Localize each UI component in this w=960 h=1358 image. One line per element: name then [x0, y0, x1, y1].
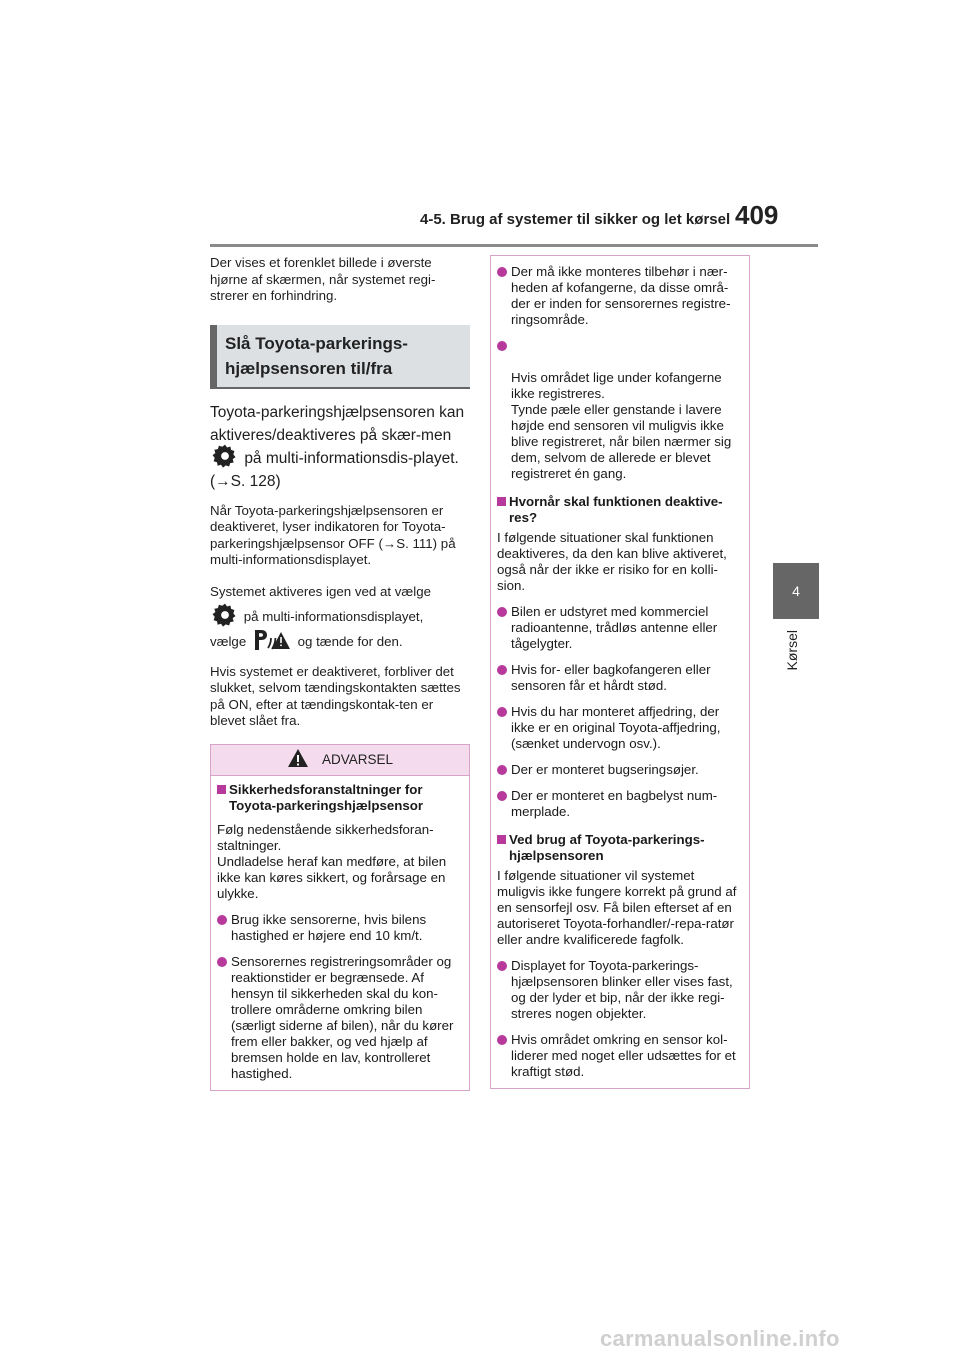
round-bullet-icon	[497, 765, 507, 775]
reactivate-text-d: og tænde for den.	[297, 633, 403, 649]
list-item-text: Sensorernes registreringsområder og reaktionstider er begrænsede. Af hensyn til sikkerheden skal du kon-trollere områderne omkring bilen (særligt siderne af bilen), når du kører frem eller bakker, og ved hjælp af bremsen holde en lav, kontrolleret hastighed.	[231, 953, 454, 1081]
list-item-text: Hvis du har monteret affjedring, der ikke er en original Toyota-affjedring, (sænket undervogn osv.).	[511, 704, 721, 751]
using-text: I følgende situationer vil systemet muligvis ikke fungere korrekt på grund af en sensorfejl osv. Få bilen efterset af en autoriseret Toyota-forhandler/-repa-ratør eller andre kvalificerede fagfolk.	[497, 868, 737, 947]
list-item-text: Der er monteret bugseringsøjer.	[511, 762, 699, 777]
left-column	[210, 255, 470, 1091]
round-bullet-icon	[497, 665, 507, 675]
header-rule	[210, 244, 818, 247]
intro-text: Der vises et forenklet billede i øverste hjørne af skærmen, når systemet regi-strerer en forhindring.	[210, 255, 436, 303]
watermark: carmanualsonline.info	[600, 1326, 840, 1351]
section-heading	[210, 325, 470, 389]
warning-subheading	[217, 782, 463, 814]
round-bullet-icon	[497, 791, 507, 801]
gear-icon	[212, 443, 238, 469]
list-item	[497, 604, 743, 652]
reactivate-text-b: på multi-informationsdisplayet,	[243, 608, 424, 624]
round-bullet-icon	[497, 607, 507, 617]
subheading-when-deactivate	[497, 494, 743, 526]
parking-sensor-icon	[252, 628, 292, 652]
list-item-text: Displayet for Toyota-parkerings-hjælpsensoren blinker eller vises fast, og der lyder et bip, når der ikke regi-streres nogen objekter.	[511, 958, 733, 1021]
list-item	[497, 662, 743, 694]
subheading-text: Ved brug af Toyota-parkerings-hjælpsensoren	[509, 832, 705, 863]
list-item	[497, 704, 743, 752]
round-bullet-icon	[497, 267, 507, 277]
round-bullet-icon	[217, 957, 227, 967]
reactivate-text-a: Systemet aktiveres igen ved at vælge	[210, 583, 431, 599]
warning-body	[211, 776, 469, 1090]
lead-paragraph	[210, 401, 470, 493]
list-item	[217, 912, 463, 944]
square-bullet-icon	[497, 835, 506, 844]
list-item	[497, 788, 743, 820]
list-item-text: Hvis området lige under kofangerne ikke registreres. Tynde pæle eller genstande i lavere højde end sensoren vil muligvis ikke blive registreret, når bilen nærmer sig dem, selvom de allerede er blevet registreret én gang.	[511, 370, 732, 481]
deactivate-text: I følgende situationer skal funktionen deaktiveres, da den kan blive aktiveret, også når der ikke er risiko for en kolli-sion.	[497, 530, 727, 593]
warning-subheading-text: Sikkerhedsforanstaltninger for Toyota-parkeringshjælpsensor	[229, 781, 424, 813]
warning-box	[210, 744, 470, 1091]
list-item-text: Bilen er udstyret med kommerciel radioantenne, trådløs antenne eller tågelygter.	[511, 604, 718, 651]
list-item-text: Brug ikke sensorerne, hvis bilens hastighed er højere end 10 km/t.	[231, 911, 427, 943]
list-item-text: Hvis området omkring en sensor kol-liderer med noget eller udsættes for et kraftigt stød.	[511, 1032, 736, 1079]
list-item	[497, 264, 743, 328]
warning-triangle-icon	[287, 748, 309, 768]
list-item	[497, 762, 743, 778]
round-bullet-icon	[497, 341, 507, 351]
gear-icon	[212, 602, 238, 628]
reactivate-text-c: vælge	[210, 633, 247, 649]
paragraph-deactivated: Når Toyota-parkeringshjælpsensoren er deaktiveret, lyser indikatoren for Toyota-parkeringshjælpsensor OFF (→S. 111) på multi-informationsdisplayet.	[210, 502, 456, 567]
list-item-text: Hvis for- eller bagkofangeren eller sensoren får et hårdt stød.	[511, 662, 711, 693]
page-number: 409	[735, 200, 779, 230]
subheading-text: Hvornår skal funktionen deaktive-res?	[509, 494, 723, 525]
info-box	[490, 255, 750, 1089]
paragraph-stays-off: Hvis systemet er deaktiveret, forbliver det slukket, selvom tændingskontakten sættes på ON, efter at tændingskontak-ten er blevet slået fra.	[210, 663, 461, 728]
list-item-text: Der er monteret en bagbelyst num-merplade.	[511, 788, 718, 819]
square-bullet-icon	[497, 497, 506, 506]
lead-text-start: Toyota-parkeringshjælpsensoren kan aktiveres/deaktiveres på skær-men	[210, 403, 465, 444]
round-bullet-icon	[217, 915, 227, 925]
right-column	[490, 255, 750, 1089]
list-item	[497, 958, 743, 1022]
list-item	[217, 954, 463, 1082]
section-title: 4-5. Brug af systemer til sikker og let kørsel	[420, 211, 731, 228]
paragraph-reactivate	[210, 579, 470, 654]
list-item	[497, 338, 743, 482]
subheading-when-using	[497, 832, 743, 864]
chapter-tab: 4	[773, 563, 819, 619]
round-bullet-icon	[497, 961, 507, 971]
warning-header	[211, 745, 469, 776]
chapter-label: Kørsel	[784, 630, 800, 671]
warning-title: ADVARSEL	[321, 751, 394, 767]
square-bullet-icon	[217, 785, 226, 794]
list-item	[497, 1032, 743, 1080]
round-bullet-icon	[497, 707, 507, 717]
round-bullet-icon	[497, 1035, 507, 1045]
section-heading-text: Slå Toyota-parkerings-hjælpsensoren til/fra	[225, 333, 408, 378]
warning-text: Følg nedenstående sikkerhedsforan-staltninger. Undladelse heraf kan medføre, at bilen ikke kan køres sikkert, og forårsage en ulykke.	[217, 821, 447, 901]
lead-text-end: på multi-informationsdis-playet. (→S. 128)	[210, 449, 459, 490]
list-item-text: Der må ikke monteres tilbehør i nær-heden af kofangerne, da disse områ-der er inden for sensorernes registre-ringsområde.	[511, 264, 731, 327]
